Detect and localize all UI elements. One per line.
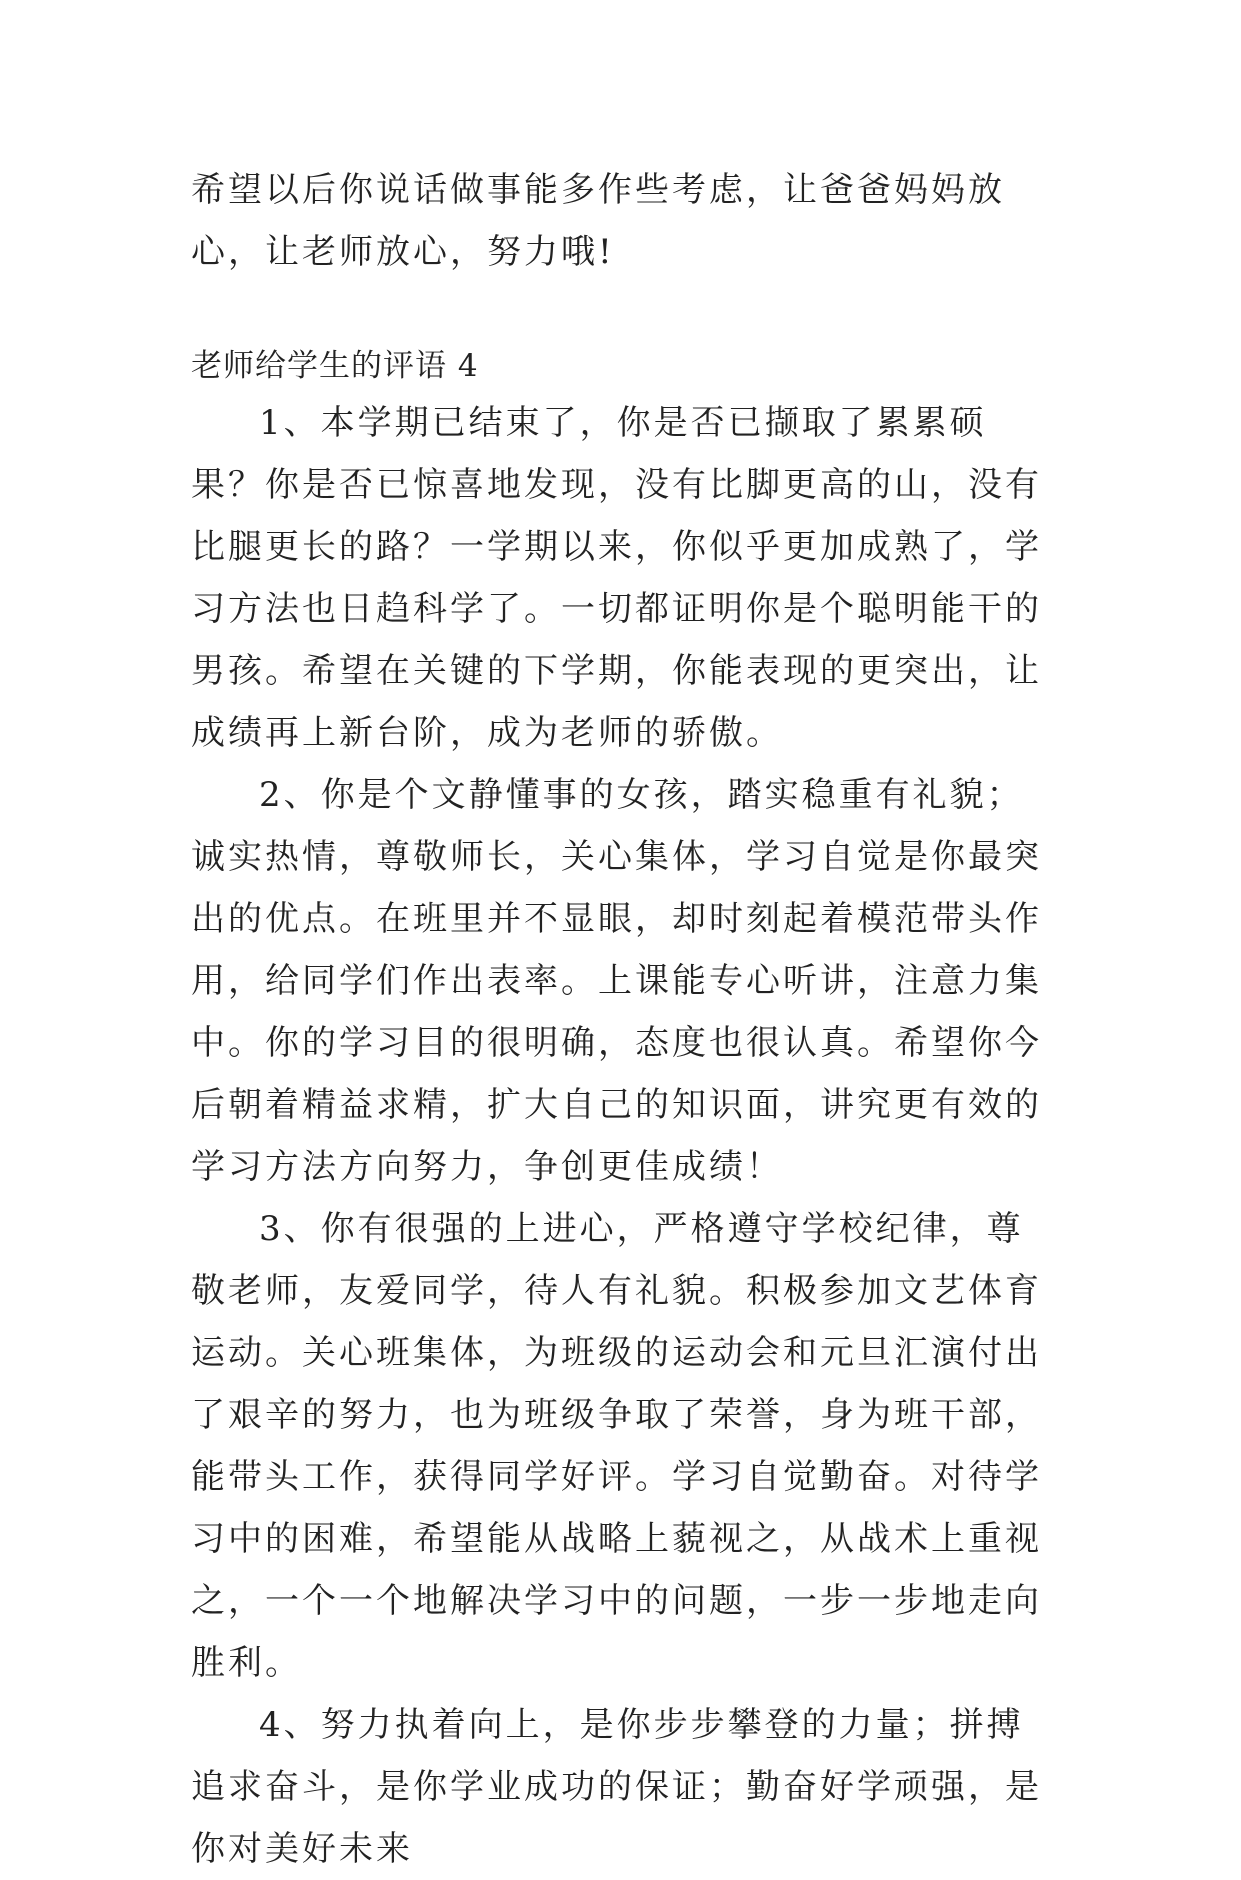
comment-item: 1、本学期已结束了，你是否已撷取了累累硕果？你是否已惊喜地发现，没有比脚更高的山，没有比腿更长的路？一学期以来，你似乎更加成熟了，学习方法也日趋科学了。一切都证明你是个聪明能干的男孩。希望在关键的下学期，你能表现的更突出，让成绩再上新台阶，成为老师的骄傲。: [191, 403, 1042, 753]
comment-item: 3、你有很强的上进心，严格遵守学校纪律，尊敬老师，友爱同学，待人有礼貌。积极参加文艺体育运动。关心班集体，为班级的运动会和元旦汇演付出了艰辛的努力，也为班级争取了荣誉，身为班干部，能带头工作，获得同学好评。学习自觉勤奋。对待学习中的困难，希望能从战略上藐视之，从战术上重视之，一个一个地解决学习中的问题，一步一步地走向胜利。: [191, 1209, 1042, 1683]
comment-list: [191, 392, 1051, 1880]
comment-item: 2、你是个文静懂事的女孩，踏实稳重有礼貌；诚实热情，尊敬师长，关心集体，学习自觉是你最突出的优点。在班里并不显眼，却时刻起着模范带头作用，给同学们作出表率。上课能专心听讲，注意力集中。你的学习目的很明确，态度也很认真。希望你今后朝着精益求精，扩大自己的知识面，讲究更有效的学习方法方向努力，争创更佳成绩！: [191, 775, 1042, 1187]
continued-paragraph: 希望以后你说话做事能多作些考虑，让爸爸妈妈放心，让老师放心，努力哦!: [191, 170, 1005, 272]
section-title: 老师给学生的评语 4: [191, 348, 479, 384]
comment-item: 4、努力执着向上，是你步步攀登的力量；拼搏追求奋斗，是你学业成功的保证；勤奋好学顽强，是你对美好未来: [191, 1705, 1042, 1869]
